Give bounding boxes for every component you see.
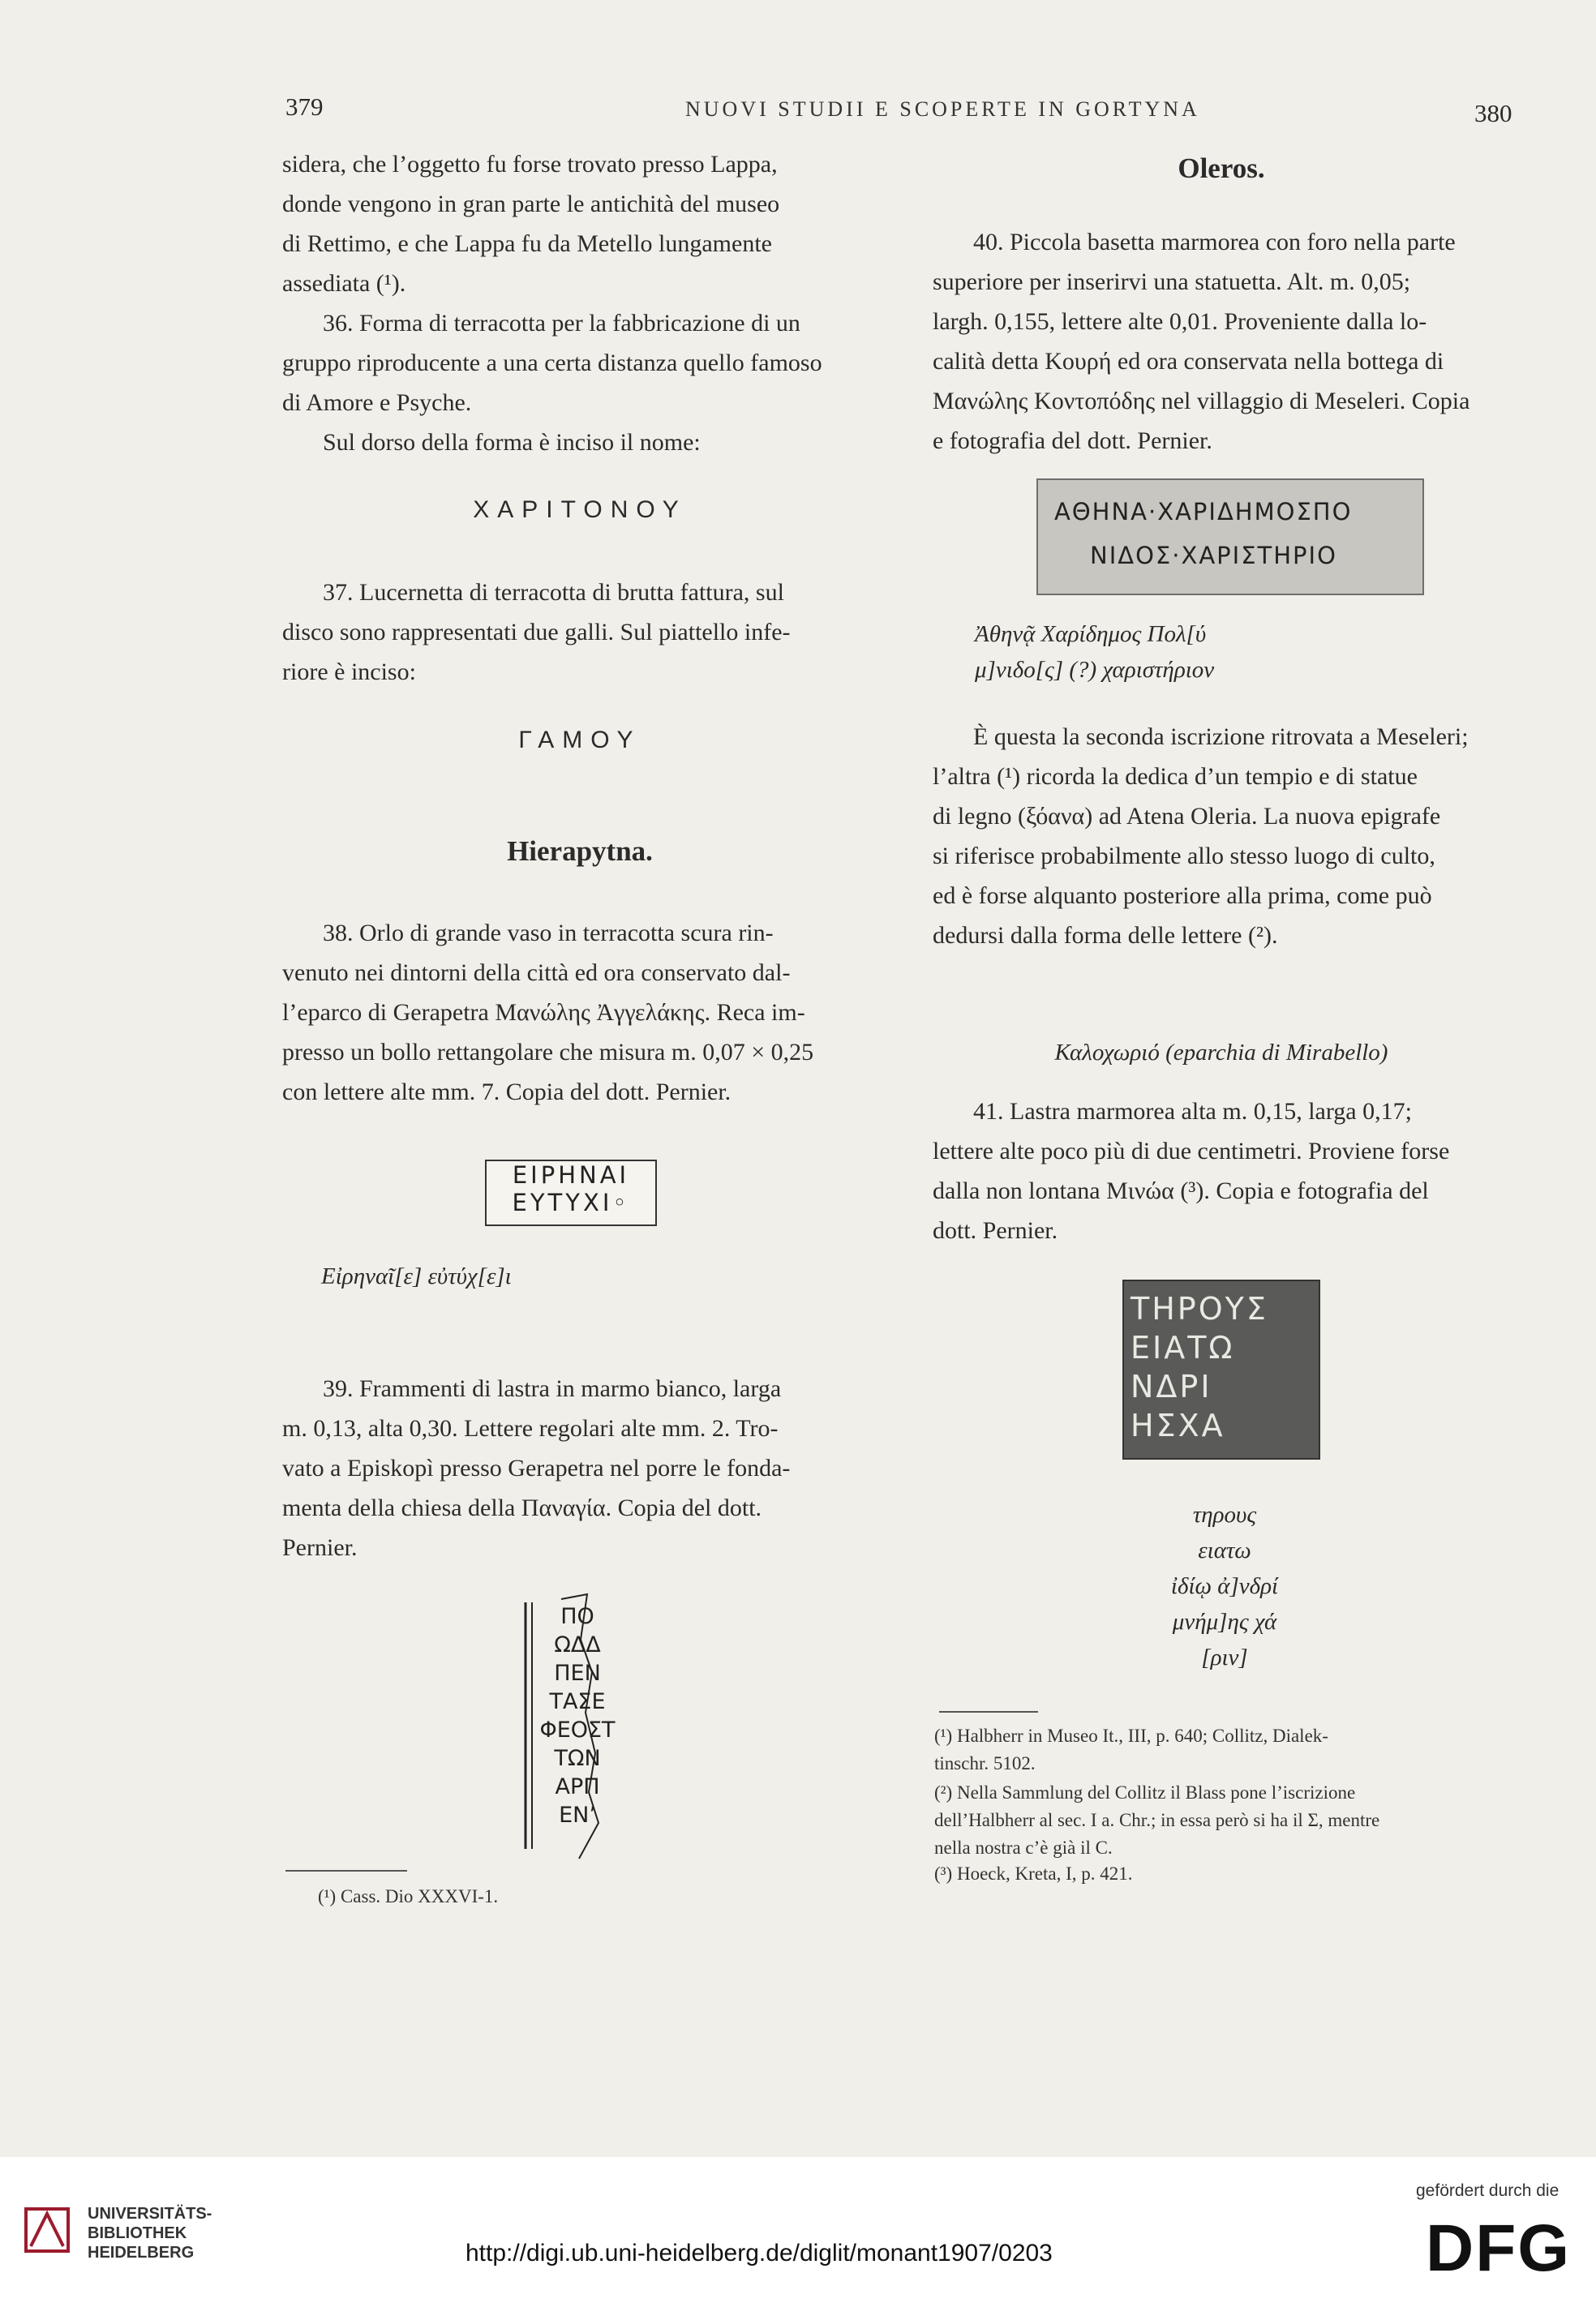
paragraph-36: 36. Forma di terracotta per la fabbricazione di un gruppo riproducente a una certa distanza quello famoso di Amore e Psyche. — [282, 310, 822, 416]
paragraph-40-comment: È questa la seconda iscrizione ritrovata a Meseleri; l’altra (¹) ricorda la dedica d’un tempio e di statue di legno (ξόανα) ad Atena Oleria. La nuova epigrafe si riferisce probabilmente allo stesso luogo di culto, ed è forse alquanto posteriore alla prima, come può dedursi dalla forma delle lettere (²). — [933, 723, 1469, 949]
plate2-lines — [1130, 1289, 1268, 1445]
footnote-right-1: (¹) Halbherr in Museo It., III, p. 640; Collitz, Dialek- tinschr. 5102. — [934, 1726, 1328, 1773]
library-name — [88, 2204, 212, 2262]
funded-by-label: gefördert durch die — [1416, 2181, 1560, 2200]
library-line-1: UNIVERSITÄTS- — [88, 2205, 212, 2223]
stamp-line-1: ΕΙΡΗΝΑΙ — [512, 1161, 630, 1189]
stamp-box — [485, 1160, 657, 1226]
library-line-2: BIBLIOTHEK — [88, 2224, 187, 2242]
fragment-lines — [537, 1602, 618, 1829]
permalink[interactable]: http://digi.ub.uni-heidelberg.de/diglit/monant1907/0203 — [466, 2240, 1053, 2267]
paragraph-36-note: Sul dorso della forma è inciso il nome: — [323, 429, 701, 456]
stamp-line-2: ΕΥΤΥΧΙ◦ — [512, 1189, 630, 1216]
fragment-line: ΤΩΝ — [554, 1746, 601, 1771]
photo-basetta — [1036, 478, 1424, 595]
subsection-kalochorio: Καλοχωριό (eparchia di Mirabello) — [1054, 1040, 1388, 1066]
footnote-right-2: (²) Nella Sammlung del Collitz il Blass pone l’iscrizione dell’Halbherr al sec. I a. Chr.; in essa però si ha il Σ, mentre nella nostra c’è già il C. — [934, 1782, 1380, 1858]
paragraph-40: 40. Piccola basetta marmorea con foro nella parte superiore per inserirvi una statuetta. Alt. m. 0,05; largh. 0,155, lettere alte 0,01. Proveniente dalla lo- calità detta Κουρή ed ora conservata nella bottega di Μανώλης Κοντοπόδης nel villaggio di Meseleri. Copia e fotografia del dott. Pernier. — [933, 229, 1470, 454]
footer-bar — [0, 2157, 1596, 2303]
reading-41: τηρους ειατω ἰδίῳ ἀ]νδρί μνήμ]ης χά [ριν] — [1170, 1502, 1279, 1670]
fragment-drawing — [521, 1591, 626, 1860]
plate2-line: ΕΙΑΤΩ — [1130, 1330, 1235, 1366]
footnote-left: (¹) Cass. Dio XXXVI-1. — [318, 1886, 499, 1906]
right-page-number: 380 — [1474, 99, 1512, 127]
inscription-charitonou: ΧΑΡΙΤΟΝΟΥ — [473, 496, 687, 523]
fragment-line: ΠΕΝ — [554, 1661, 601, 1686]
section-oleros: Oleros. — [1178, 152, 1265, 184]
stamp-reading: Εἰρηναῖ[ε] εὐτύχ[ε]ι — [321, 1263, 512, 1289]
library-line-3: HEIDELBERG — [88, 2244, 195, 2262]
paragraph-37: 37. Lucernetta di terracotta di brutta fattura, sul disco sono rappresentati due galli. Sul piattello infe- riore è inciso: — [282, 579, 791, 685]
fragment-line: ΤΑΣΕ — [549, 1689, 606, 1714]
plate-line-2: ΝΙΔΟΣ·ΧΑΡΙΣΤΗΡΙΟ — [1090, 542, 1337, 569]
plate2-line: ΤΗΡΟΥΣ — [1130, 1291, 1268, 1327]
inscription-gamou: ΓΑΜΟΥ — [518, 727, 641, 753]
running-title: NUOVI STUDII E SCOPERTE IN GORTYNA — [685, 97, 1200, 121]
fragment-line: ΦΕΟΣΤ — [539, 1718, 616, 1743]
footnote-right-3: (³) Hoeck, Kreta, I, p. 421. — [934, 1863, 1133, 1884]
footnote-rule-right — [939, 1711, 1038, 1713]
fragment-line: ΩΔΔ — [554, 1632, 601, 1658]
photo-lastra — [1122, 1280, 1320, 1460]
ub-logo-icon — [24, 2207, 70, 2253]
paragraph-intro: sidera, che l’oggetto fu forse trovato presso Lappa, donde vengono in gran parte le antichità del museo di Rettimo, e che Lappa fu da Metello lungamente assediata (¹). — [282, 151, 780, 297]
left-page-number: 379 — [285, 92, 324, 121]
footnote-rule-left — [285, 1870, 407, 1872]
fragment-line: ΠΟ — [560, 1604, 594, 1629]
fragment-line: ΕΝ’ — [559, 1803, 596, 1828]
plate2-line: ΗΣΧΑ — [1130, 1408, 1225, 1443]
plate-line-1: ΑΘΗΝΑ·ΧΑΡΙΔΗΜΟΣΠΟ — [1054, 498, 1353, 525]
section-hierapytna: Hierapytna. — [507, 835, 653, 867]
dfg-logo: DFG — [1426, 2211, 1572, 2285]
paragraph-38: 38. Orlo di grande vaso in terracotta scura rin- venuto nei dintorni della città ed ora conservato dal- l’eparco di Gerapetra Μανώλης Ἀγγελάκης. Reca im- presso un bollo rettangolare che misura m. 0,07 × 0,25 con lettere alte mm. 7. Copia del dott. Pernier. — [282, 920, 814, 1105]
reading-40: Ἀθηνᾷ Χαρίδημος Πολ[ύ μ]νιδο[ς] (?) χαριστήριον — [975, 621, 1215, 683]
plate2-line: ΝΔΡΙ — [1130, 1369, 1212, 1405]
paragraph-41: 41. Lastra marmorea alta m. 0,15, larga 0,17; lettere alte poco più di due centimetri. Proviene forse dalla non lontana Μινώα (³). Copia e fotografia del dott. Pernier. — [933, 1098, 1450, 1244]
fragment-line: ΑΡΠ — [555, 1774, 600, 1799]
paragraph-39: 39. Frammenti di lastra in marmo bianco, larga m. 0,13, alta 0,30. Lettere regolari alte mm. 2. Tro- vato a Episkopì presso Gerapetra nel porre le fonda- menta della chiesa della Παναγία. Copia del dott. Pernier. — [282, 1375, 791, 1561]
